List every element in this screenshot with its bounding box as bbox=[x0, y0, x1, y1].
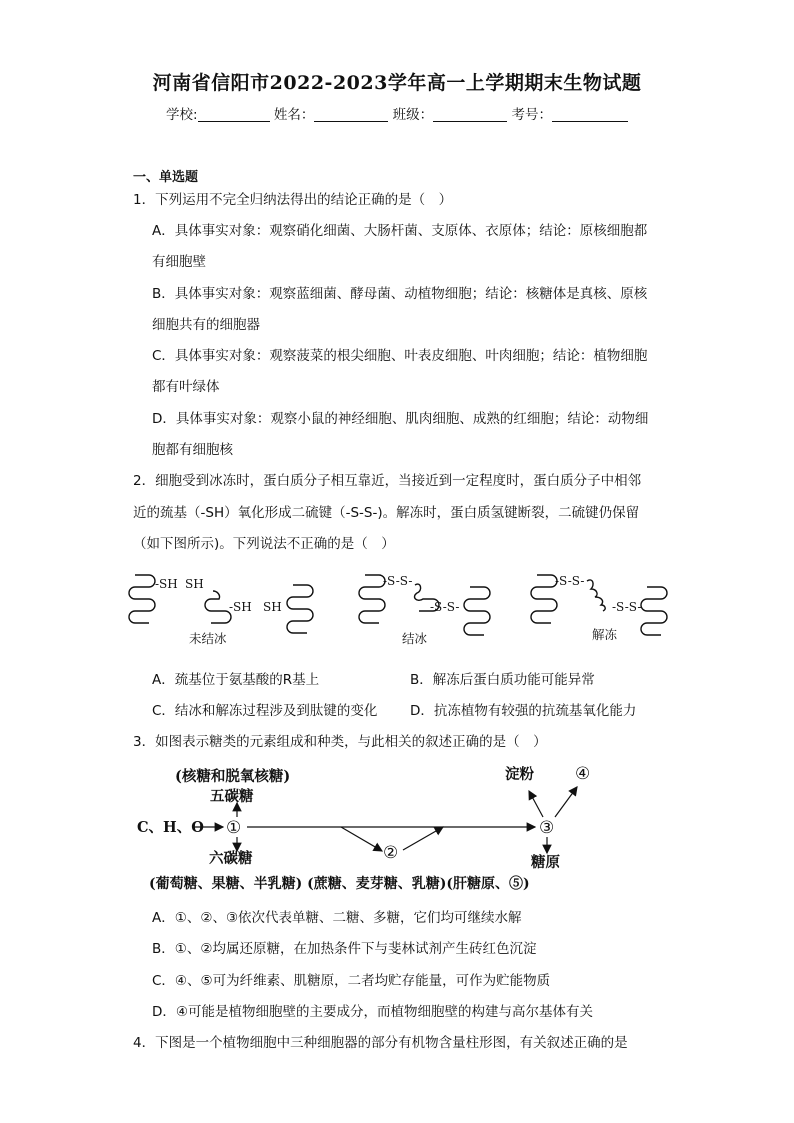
ribose-label: (核糖和脱氧核糖) bbox=[175, 768, 291, 785]
q2-stem-line1: 2．细胞受到冰冻时，蛋白质分子相互靠近，当接近到一定程度时，蛋白质分子中相邻 bbox=[133, 473, 642, 489]
disulfide-label: -S-S- bbox=[555, 574, 585, 588]
student-info-row bbox=[0, 103, 794, 123]
protein-coil bbox=[287, 585, 313, 633]
name-label: 姓名： bbox=[273, 107, 315, 123]
protein-coil bbox=[531, 575, 557, 623]
q1-option-a: A．具体事实对象：观察硝化细菌、大肠杆菌、支原体、衣原体；结论：原核细胞都 bbox=[152, 223, 648, 239]
protein-coil bbox=[464, 587, 490, 635]
class-label: 班级： bbox=[392, 107, 434, 123]
q3-option-b: B．①、②均属还原糖，在加热条件下与斐林试剂产生砖红色沉淀 bbox=[152, 941, 537, 957]
node-4: ④ bbox=[575, 764, 591, 784]
sugar-examples-label: (葡萄糖、果糖、半乳糖) (蔗糖、麦芽糖、乳糖)(肝糖原、⑤) bbox=[149, 876, 530, 892]
q3-option-c: C．④、⑤可为纤维素、肌糖原，二者均贮存能量，可作为贮能物质 bbox=[152, 973, 551, 989]
q3-stem: 3．如图表示糖类的元素组成和种类，与此相关的叙述正确的是（ ） bbox=[133, 734, 547, 750]
protein-coil bbox=[641, 587, 667, 635]
q1-option-c: C．具体事实对象：观察菠菜的根尖细胞、叶表皮细胞、叶肉细胞；结论：植物细胞 bbox=[152, 348, 648, 364]
exam-no-label: 考号： bbox=[511, 107, 552, 123]
protein-freezing-figure bbox=[125, 565, 705, 655]
q1-stem: 1．下列运用不完全归纳法得出的结论正确的是（ ） bbox=[133, 192, 453, 208]
school-label: 学校: bbox=[166, 107, 198, 123]
elements-label: C、H、O bbox=[137, 819, 204, 836]
disulfide-label: -S-S- bbox=[383, 574, 413, 588]
exam-no-blank[interactable] bbox=[552, 107, 628, 122]
name-blank[interactable] bbox=[314, 107, 388, 122]
q2-option-b: B．解冻后蛋白质功能可能异常 bbox=[410, 672, 595, 688]
hexose-label: 六碳糖 bbox=[209, 850, 253, 867]
label-unfrozen: 未结冰 bbox=[189, 631, 227, 646]
q3-option-d: D．④可能是植物细胞壁的主要成分，而植物细胞壁的构建与高尔基体有关 bbox=[152, 1004, 593, 1020]
sh-label: SH bbox=[263, 600, 282, 614]
q1-option-a-cont: 有细胞壁 bbox=[152, 254, 206, 270]
q1-option-c-cont: 都有叶绿体 bbox=[152, 379, 220, 395]
protein-coil bbox=[205, 591, 231, 623]
q1-option-d: D．具体事实对象：观察小鼠的神经细胞、肌肉细胞、成熟的红细胞；结论：动物细 bbox=[152, 411, 649, 427]
label-thaw: 解冻 bbox=[592, 627, 618, 642]
q2-stem-line2: 近的巯基（-SH）氧化形成二硫键（-S-S-)。解冻时，蛋白质氢键断裂，二硫键仍保留 bbox=[133, 505, 640, 521]
q1-option-b-cont: 细胞共有的细胞器 bbox=[152, 317, 260, 333]
sh-label: SH bbox=[185, 577, 204, 591]
label-frozen: 结冰 bbox=[402, 631, 428, 646]
q2-option-c: C．结冰和解冻过程涉及到肽键的变化 bbox=[152, 703, 378, 719]
node-1: ① bbox=[226, 818, 242, 838]
node-3: ③ bbox=[539, 818, 555, 838]
sh-label: -SH bbox=[229, 600, 252, 614]
protein-coil bbox=[587, 580, 605, 611]
section-title: 一、单选题 bbox=[133, 170, 199, 185]
q2-option-d: D．抗冻植物有较强的抗巯基氧化能力 bbox=[410, 703, 637, 719]
glycogen-label: 糖原 bbox=[531, 854, 560, 871]
sugar-classification-figure bbox=[135, 755, 625, 900]
disulfide-label: -S-S- bbox=[430, 600, 460, 614]
q3-option-a: A．①、②、③依次代表单糖、二糖、多糖，它们均可继续水解 bbox=[152, 910, 522, 926]
starch-label: 淀粉 bbox=[505, 766, 534, 783]
school-blank[interactable] bbox=[198, 107, 270, 122]
protein-coil bbox=[129, 575, 155, 623]
node-2: ② bbox=[383, 843, 399, 863]
class-blank[interactable] bbox=[433, 107, 507, 122]
sh-label: -SH bbox=[155, 577, 178, 591]
q1-option-b: B．具体事实对象：观察蓝细菌、酵母菌、动植物细胞；结论：核糖体是真核、原核 bbox=[152, 286, 648, 302]
q2-stem-line3: （如下图所示)。下列说法不正确的是（ ） bbox=[133, 536, 395, 552]
q4-stem: 4．下图是一个植物细胞中三种细胞器的部分有机物含量柱形图，有关叙述正确的是 bbox=[133, 1035, 628, 1051]
q2-option-a: A．巯基位于氨基酸的R基上 bbox=[152, 672, 320, 688]
q1-option-d-cont: 胞都有细胞核 bbox=[152, 442, 233, 458]
protein-coil bbox=[359, 575, 385, 623]
page-title: 河南省信阳市2022-2023学年高一上学期期末生物试题 bbox=[152, 72, 642, 94]
disulfide-label: -S-S- bbox=[612, 600, 642, 614]
pentose-label: 五碳糖 bbox=[210, 788, 254, 805]
